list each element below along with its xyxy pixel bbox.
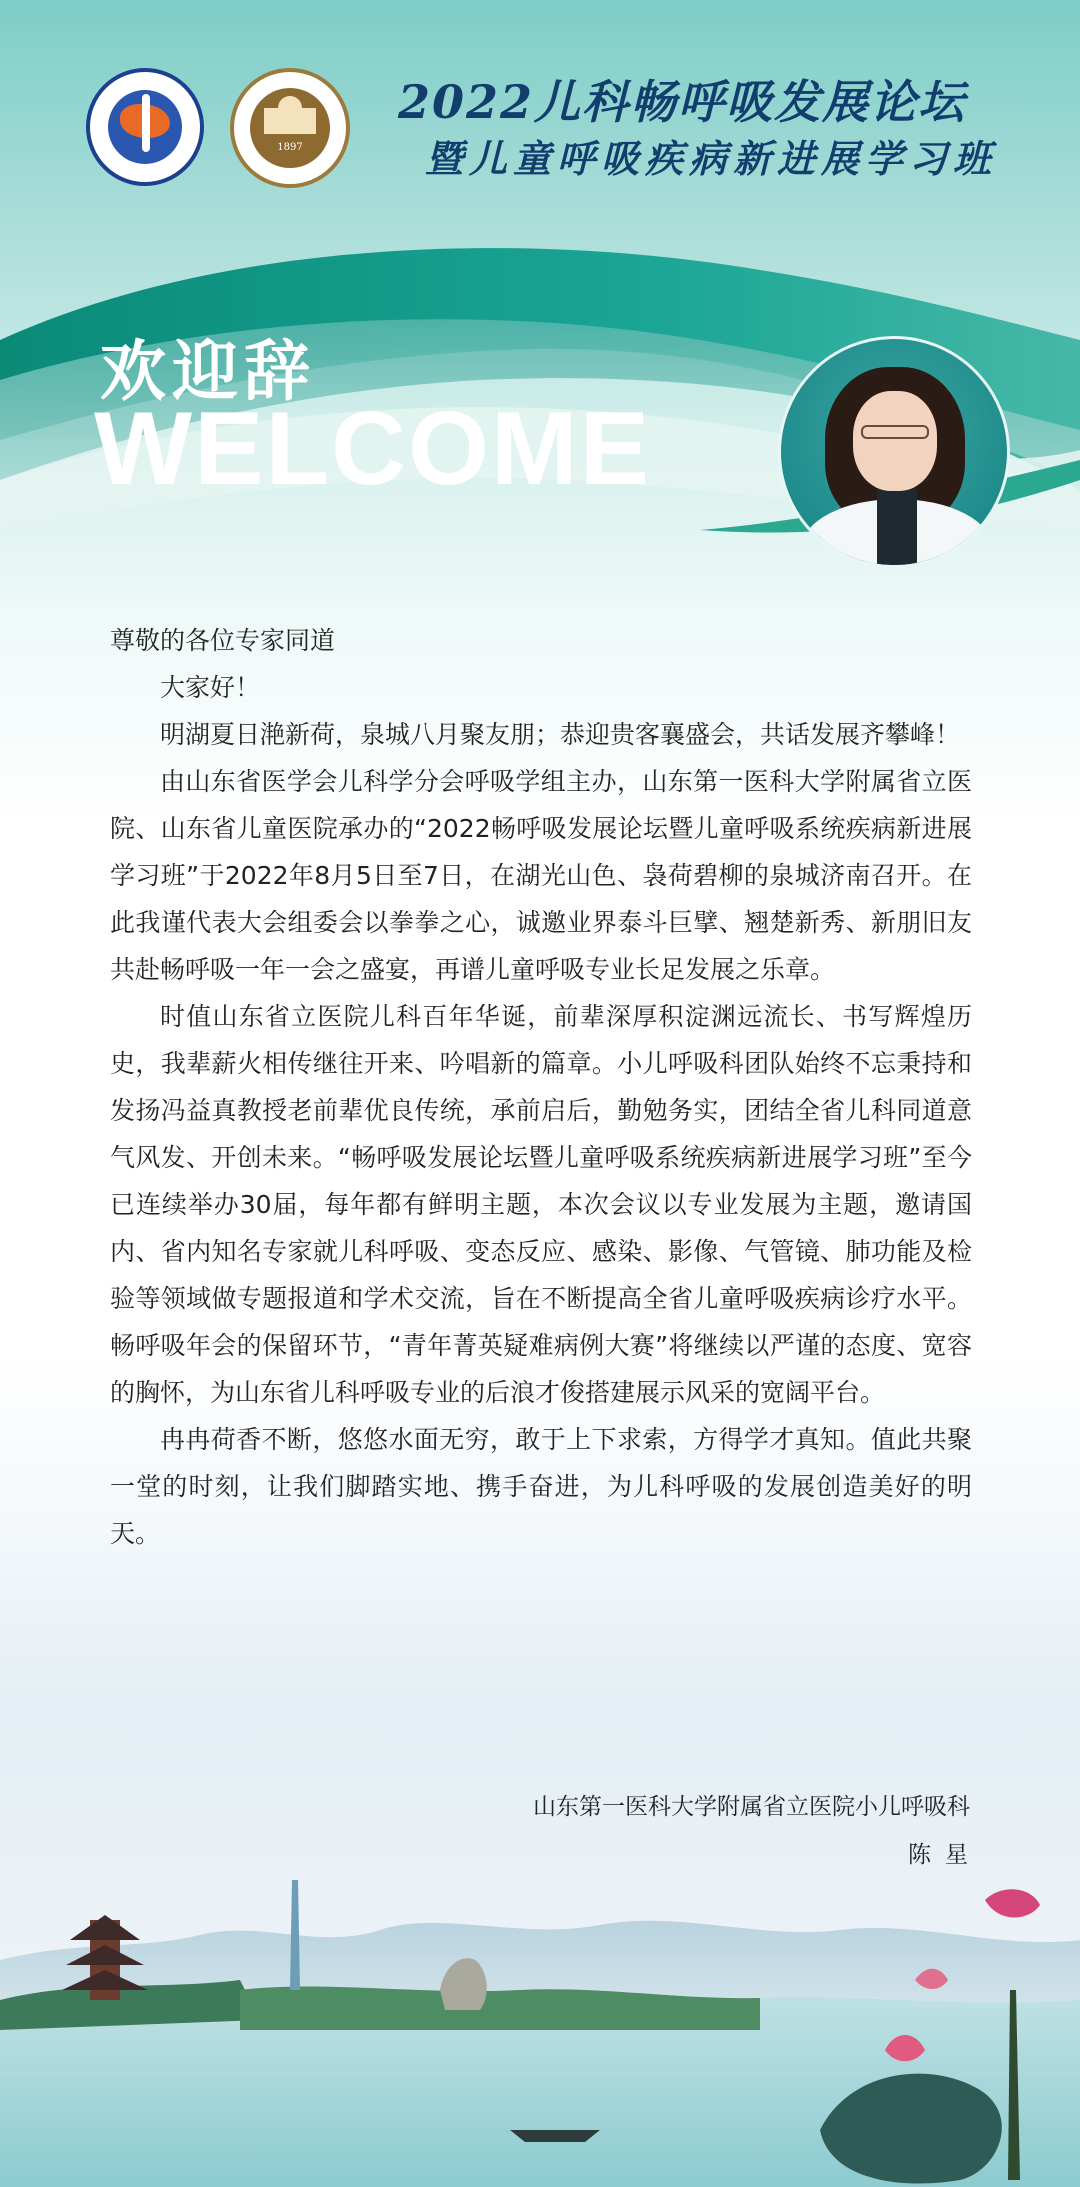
speaker-portrait [778, 336, 1010, 568]
welcome-heading-cn: 欢迎辞 [100, 333, 316, 410]
letter-salutation: 尊敬的各位专家同道 [110, 626, 336, 655]
welcome-letter [110, 617, 972, 1557]
provincial-hospital-logo [230, 68, 350, 188]
letter-paragraph: 时值山东省立医院儿科百年华诞，前辈深厚积淀渊远流长、书写辉煌历史，我辈薪火相传继往开来、吟唱新的篇章。小儿呼吸科团队始终不忘秉持和发扬冯益真教授老前辈优良传统，承前启后，勤勉务实，团结全省儿科同道意气风发、开创未来。“畅呼吸发展论坛暨儿童呼吸系统疾病新进展学习班”至今已连续举办30届，每年都有鲜明主题，本次会议以专业发展为主题，邀请国内、省内知名专家就儿科呼吸、变态反应、感染、影像、气管镜、肺功能及检验等领域做专题报道和学术交流，旨在不断提高全省儿童呼吸疾病诊疗水平。畅呼吸年会的保留环节，“青年菁英疑难病例大赛”将继续以严谨的态度、宽容的胸怀，为山东省儿科呼吸专业的后浪才俊搭建展示风采的宽阔平台。 [110, 1002, 972, 1407]
welcome-heading-en: WELCOME [94, 391, 652, 507]
lakeside-scenery-illustration [0, 1880, 1080, 2187]
letter-paragraph: 由山东省医学会儿科学分会呼吸学组主办，山东第一医科大学附属省立医院、山东省儿童医院承办的“2022畅呼吸发展论坛暨儿童呼吸系统疾病新进展学习班”于2022年8月5日至7日，在湖光山色、袅荷碧柳的泉城济南召开。在此我谨代表大会组委会以拳拳之心，诚邀业界泰斗巨擘、翘楚新秀、新朋旧友共赴畅呼吸一年一会之盛宴，再谱儿童呼吸专业长足发展之乐章。 [110, 767, 972, 984]
signature-organization: 山东第一医科大学附属省立医院小儿呼吸科 [533, 1794, 970, 1820]
medical-association-logo [86, 68, 204, 186]
forum-title: 2022儿科畅呼吸发展论坛 [398, 75, 967, 129]
forum-subtitle: 暨儿童呼吸疾病新进展学习班 [425, 136, 998, 181]
letter-paragraph: 明湖夏日滟新荷，泉城八月聚友朋；恭迎贵客襄盛会，共话发展齐攀峰！ [160, 720, 961, 749]
hospital-logo-year: 1897 [277, 142, 303, 153]
letter-paragraph: 冉冉荷香不断，悠悠水面无穷，敢于上下求索，方得学才真知。值此共聚一堂的时刻，让我们脚踏实地、携手奋进，为儿科呼吸的发展创造美好的明天。 [110, 1425, 972, 1548]
signature-name: 陈星 [908, 1842, 982, 1868]
letter-greeting: 大家好！ [160, 673, 261, 702]
